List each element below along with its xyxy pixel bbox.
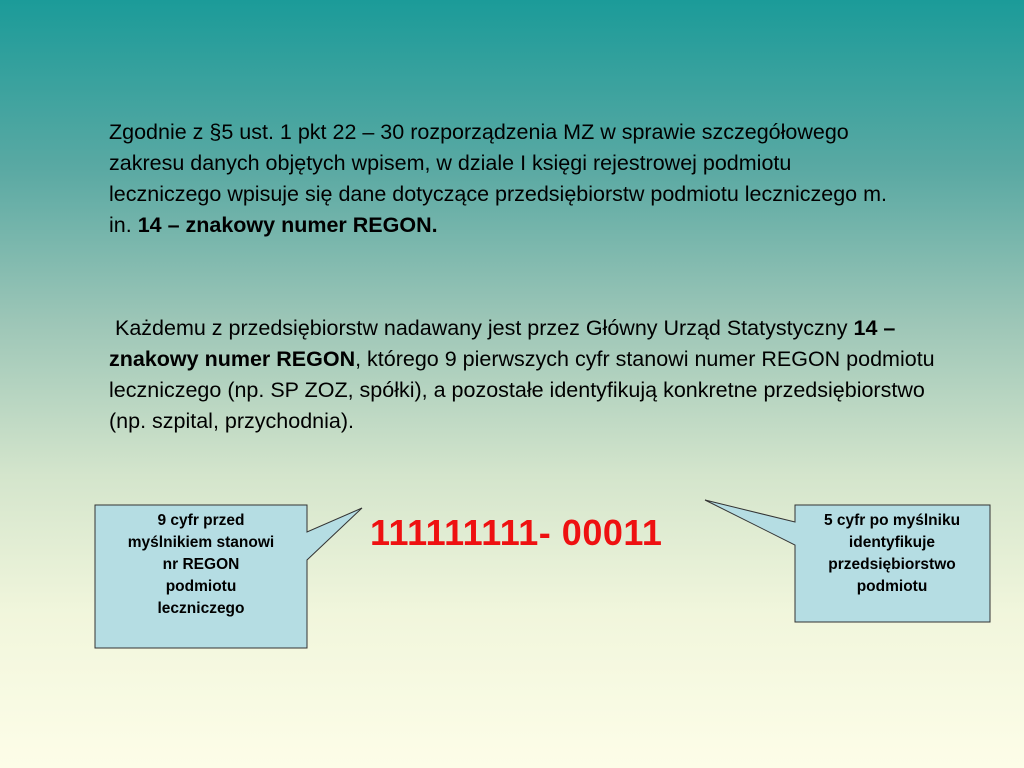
callout-left-line: 9 cyfr przed bbox=[157, 512, 245, 529]
callout-left-line: myślnikiem stanowi bbox=[127, 534, 275, 551]
callout-right-line: podmiotu bbox=[856, 578, 928, 595]
paragraph-enterprise-bold: 14 – znakowy numer REGON bbox=[109, 316, 896, 371]
paragraph-regulation-bold: 14 – znakowy numer REGON. bbox=[137, 213, 438, 237]
callout-right-line: identyfikuje bbox=[848, 534, 936, 551]
callout-right bbox=[796, 510, 988, 598]
callout-left-line: podmiotu bbox=[165, 578, 237, 595]
callout-left-line: leczniczego bbox=[157, 600, 245, 617]
callout-right-line: przedsiębiorstwo bbox=[828, 556, 956, 573]
callout-left-line: nr REGON bbox=[162, 556, 240, 573]
paragraph-enterprise-text-before: Każdemu z przedsiębiorstw nadawany jest przez Główny Urząd Statystyczny bbox=[115, 316, 854, 340]
callout-left bbox=[96, 510, 306, 620]
paragraph-regulation-text: Zgodnie z §5 ust. 1 pkt 22 – 30 rozporządzenia MZ w sprawie szczegółowego zakresu danych objętych wpisem, w dziale I księgi rejestrowej podmiotu leczniczego wpisuje się dane dotyczące przedsiębiorstw podmiotu leczniczego m. in. bbox=[109, 120, 887, 237]
paragraph-enterprise-text-after: , którego 9 pierwszych cyfr stanowi numer REGON podmiotu leczniczego (np. SP ZOZ, spółki), a pozostałe identyfikują konkretne przedsiębiorstwo (np. szpital, przychodnia). bbox=[109, 347, 935, 433]
regon-example-number: 111111111- 00011 bbox=[370, 512, 663, 553]
callout-right-line: 5 cyfr po myślniku bbox=[823, 512, 961, 529]
